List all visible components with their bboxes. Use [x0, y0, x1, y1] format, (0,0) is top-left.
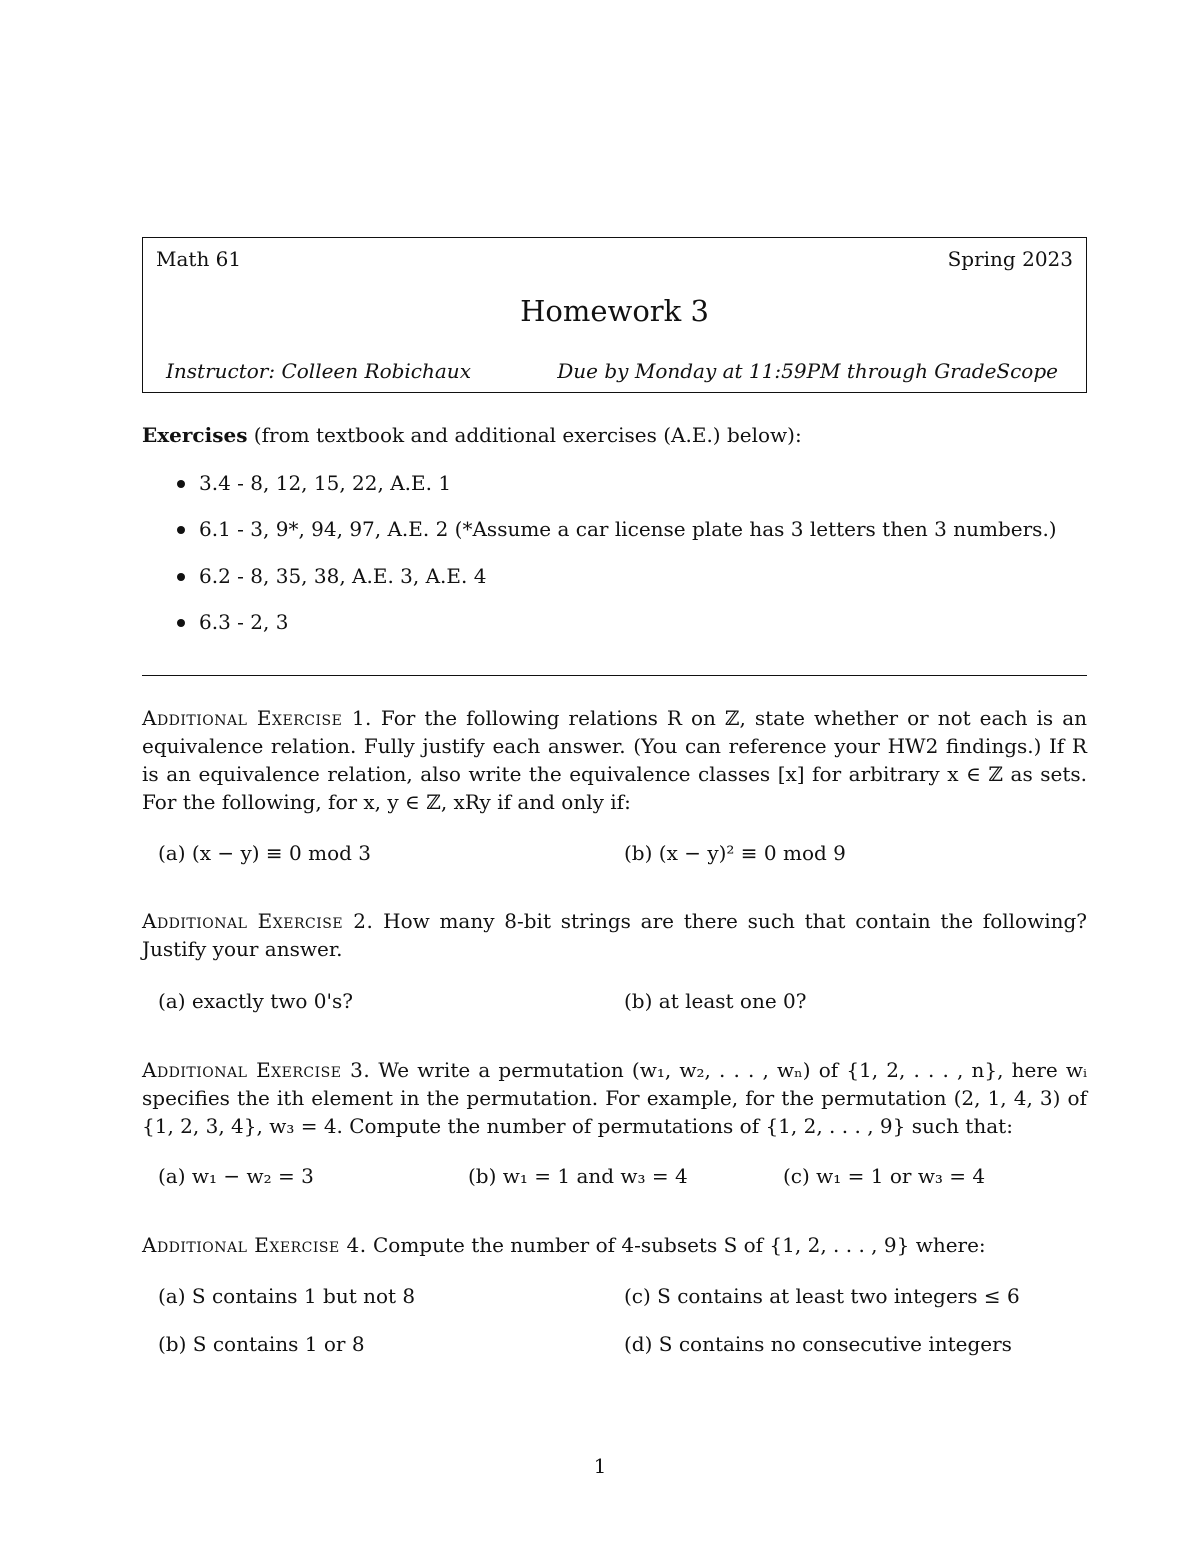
- list-item: 6.2 - 8, 35, 38, A.E. 3, A.E. 4: [199, 564, 487, 588]
- ae1-label: Additional Exercise 1.: [142, 706, 372, 730]
- ae4-part-d: (d) S contains no consecutive integers: [624, 1332, 1012, 1356]
- ae2-part-a: (a) exactly two 0's?: [158, 989, 353, 1013]
- instructor: Instructor: Colleen Robichaux: [166, 359, 471, 383]
- ae2-part-b: (b) at least one 0?: [624, 989, 807, 1013]
- course-name: Math 61: [156, 247, 242, 271]
- bullet-icon: [177, 619, 185, 627]
- ae3-part-b: (b) w₁ = 1 and w₃ = 4: [468, 1164, 688, 1188]
- term: Spring 2023: [947, 247, 1073, 271]
- bullet-icon: [177, 526, 185, 534]
- ae3-label: Additional Exercise 3.: [142, 1058, 371, 1082]
- list-item: 3.4 - 8, 12, 15, 22, A.E. 1: [199, 471, 452, 495]
- ae2-paragraph: [142, 907, 1087, 963]
- ae4-part-b: (b) S contains 1 or 8: [158, 1332, 365, 1356]
- section-divider: [142, 675, 1087, 676]
- ae2-text: How many 8-bit strings are there such that contain the following? Justify your answer.: [142, 909, 1088, 961]
- ae1-text: For the following relations R on ℤ, state whether or not each is an equivalence relation. Fully justify each answer. (You can reference your HW2 findings.) If R is an equivalence relation, also write the equivalence classes [x] for arbitrary x ∈ ℤ as sets. For the following, for x, y ∈ ℤ, xRy if and only if:: [142, 706, 1088, 814]
- page-title: Homework 3: [520, 294, 709, 328]
- ae4-part-c: (c) S contains at least two integers ≤ 6: [624, 1284, 1020, 1308]
- ae3-part-c: (c) w₁ = 1 or w₃ = 4: [783, 1164, 986, 1188]
- ae4-text: Compute the number of 4-subsets S of {1, 2, . . . , 9} where:: [372, 1233, 986, 1257]
- bullet-icon: [177, 573, 185, 581]
- ae1-part-b: (b) (x − y)² ≡ 0 mod 9: [624, 841, 846, 865]
- page-number: 1: [593, 1454, 607, 1478]
- ae1-paragraph: [142, 704, 1087, 816]
- ae4-paragraph: [142, 1231, 1087, 1259]
- ae3-text: We write a permutation (w₁, w₂, . . . , wₙ) of {1, 2, . . . , n}, here wᵢ specifies the ith element in the permutation. For example, for the permutation (2, 1, 4, 3) of {1, 2, 3, 4}, w₃ = 4. Compute the number of permutations of {1, 2, . . . , 9} such that:: [142, 1058, 1088, 1138]
- ae1-part-a: (a) (x − y) ≡ 0 mod 3: [158, 841, 371, 865]
- list-item: 6.3 - 2, 3: [199, 610, 289, 634]
- exercises-intro-text: (from textbook and additional exercises (A.E.) below):: [247, 423, 802, 447]
- ae2-label: Additional Exercise 2.: [142, 909, 374, 933]
- ae3-paragraph: [142, 1056, 1087, 1140]
- due-date: Due by Monday at 11:59PM through GradeScope: [557, 359, 1058, 383]
- bullet-icon: [177, 480, 185, 488]
- ae4-part-a: (a) S contains 1 but not 8: [158, 1284, 416, 1308]
- exercises-heading: Exercises: [142, 423, 248, 447]
- exercises-intro: [142, 423, 802, 447]
- homework-page: [142, 237, 1087, 393]
- ae4-label: Additional Exercise 4.: [142, 1233, 367, 1257]
- list-item: 6.1 - 3, 9*, 94, 97, A.E. 2 (*Assume a car license plate has 3 letters then 3 numbers.): [199, 517, 1057, 541]
- ae3-part-a: (a) w₁ − w₂ = 3: [158, 1164, 314, 1188]
- header-box: [142, 237, 1087, 393]
